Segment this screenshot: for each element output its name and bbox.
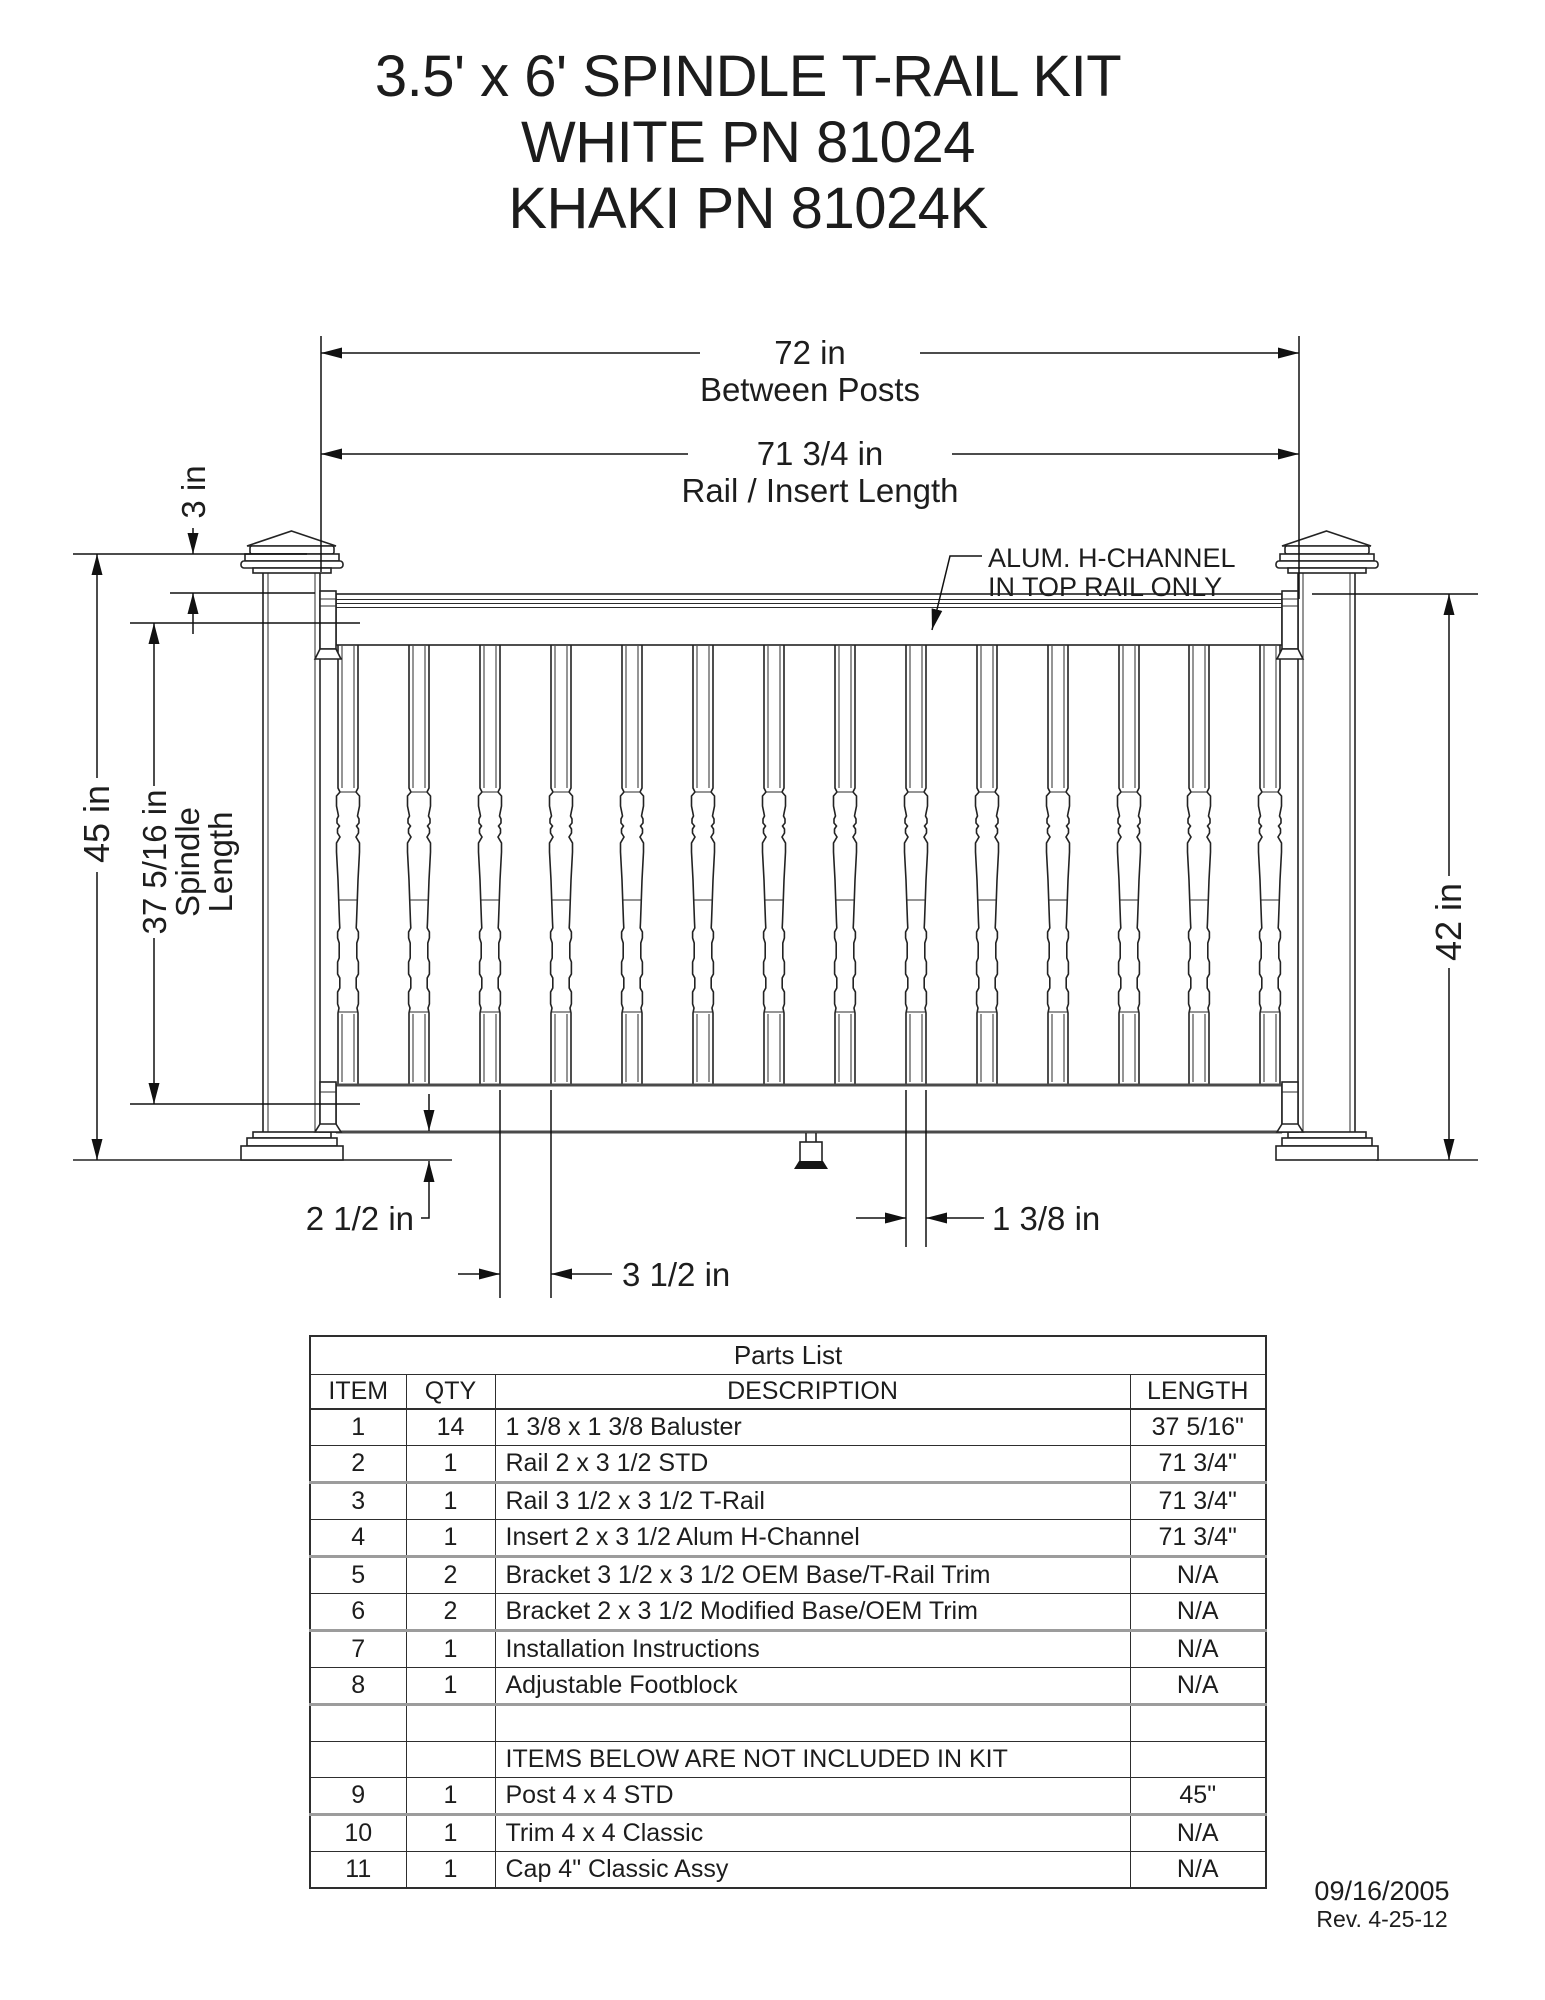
right-post-cap-finial — [1282, 531, 1371, 546]
dim-baluster-gap-value: 3 1/2 in — [622, 1256, 731, 1293]
dim-post-reveal-value: 3 in — [175, 465, 212, 519]
parts-list-table — [309, 1335, 1267, 1889]
dim-between-posts-value: 72 in — [774, 334, 846, 371]
table-row: 10 1 Trim 4 x 4 Classic N/A — [310, 1815, 1266, 1852]
dimension-post-reveal — [175, 465, 212, 634]
table-row-empty — [310, 1705, 1266, 1742]
dimension-post-height — [76, 554, 117, 1160]
h-channel-callout-line1: ALUM. H-CHANNEL — [988, 543, 1236, 573]
table-row: 6 2 Bracket 2 x 3 1/2 Modified Base/OEM Trim N/A — [310, 1594, 1266, 1631]
parts-list-title: Parts List — [310, 1336, 1266, 1375]
dim-spindle-length-word1: Spindle — [169, 806, 206, 918]
h-channel-callout-line2: IN TOP RAIL ONLY — [988, 572, 1223, 602]
dimension-rail-length — [321, 435, 1299, 509]
table-row: 1 14 1 3/8 x 1 3/8 Baluster 37 5/16" — [310, 1409, 1266, 1446]
col-header-length: LENGTH — [1130, 1375, 1266, 1410]
left-post-base-trim — [253, 1132, 331, 1138]
table-row: 2 1 Rail 2 x 3 1/2 STD 71 3/4" — [310, 1446, 1266, 1483]
table-row: 9 1 Post 4 x 4 STD 45" — [310, 1778, 1266, 1815]
dim-post-height-value: 45 in — [76, 784, 117, 864]
table-row-section-note: ITEMS BELOW ARE NOT INCLUDED IN KIT — [310, 1742, 1266, 1778]
table-row: 8 1 Adjustable Footblock N/A — [310, 1668, 1266, 1705]
dim-rail-length-label: Rail / Insert Length — [681, 472, 959, 509]
dim-baluster-width-value: 1 3/8 in — [992, 1200, 1101, 1237]
table-row: 3 1 Rail 3 1/2 x 3 1/2 T-Rail 71 3/4" — [310, 1483, 1266, 1520]
dim-spindle-length-word2: Length — [202, 811, 239, 913]
dimension-rail-height — [1428, 594, 1469, 1160]
dim-spindle-length-value: 37 5/16 in — [136, 789, 173, 935]
table-row: 5 2 Bracket 3 1/2 x 3 1/2 OEM Base/T-Rail Trim N/A — [310, 1557, 1266, 1594]
adjustable-footblock — [794, 1133, 828, 1169]
dim-between-posts-label: Between Posts — [699, 371, 921, 408]
table-row: 11 1 Cap 4" Classic Assy N/A — [310, 1852, 1266, 1889]
bottom-rail — [336, 1085, 1282, 1132]
parts-list-title-row — [310, 1336, 1266, 1375]
parts-list-header-row — [310, 1375, 1266, 1410]
revision-date: Rev. 4-25-12 — [1316, 1906, 1448, 1932]
release-date: 09/16/2005 — [1314, 1876, 1450, 1906]
dimension-spindle-length — [136, 623, 239, 1104]
right-post-cap — [1285, 546, 1369, 554]
dim-bottom-clearance-value: 2 1/2 in — [305, 1200, 414, 1237]
col-header-item: ITEM — [310, 1375, 406, 1410]
balusters — [337, 643, 1282, 1085]
col-header-qty: QTY — [406, 1375, 495, 1410]
page-title-line1: 3.5' x 6' SPINDLE T-RAIL KIT — [374, 44, 1122, 109]
page-title-line2: WHITE PN 81024 — [521, 110, 975, 175]
col-header-description: DESCRIPTION — [495, 1375, 1130, 1410]
dim-rail-length-value: 71 3/4 in — [756, 435, 884, 472]
page-title-line3: KHAKI PN 81024K — [508, 176, 988, 241]
table-row: 4 1 Insert 2 x 3 1/2 Alum H-Channel 71 3/4" — [310, 1520, 1266, 1557]
dim-rail-height-value: 42 in — [1428, 882, 1469, 962]
table-row: 7 1 Installation Instructions N/A — [310, 1631, 1266, 1668]
right-post-base-trim — [1288, 1132, 1366, 1138]
dimension-between-posts — [321, 334, 1299, 408]
left-post-cap-finial — [247, 531, 336, 546]
date-stamp — [1256, 1876, 1508, 1932]
